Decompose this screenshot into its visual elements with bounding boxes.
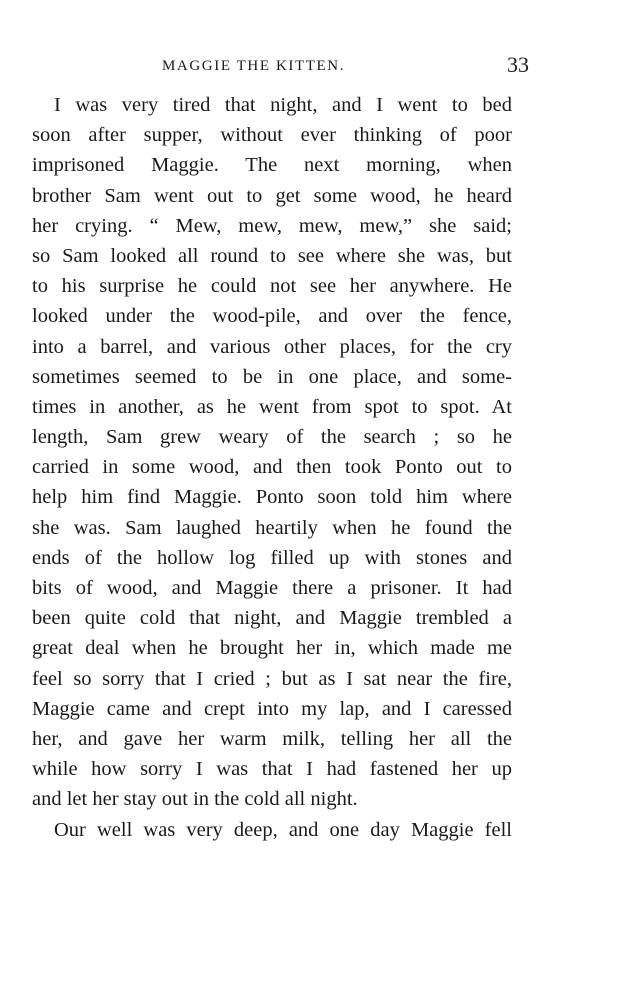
text-line: sometimes seemed to be in one place, and some- [32, 365, 512, 388]
text-line: I was very tired that night, and I went to bed [54, 94, 512, 116]
text-line: soon after supper, without ever thinking of poor [32, 124, 512, 147]
text-line: her crying. “ Mew, mew, mew, mew,” she said; [32, 214, 512, 237]
text-line: looked under the wood-pile, and over the fence, [32, 305, 512, 328]
running-head-title: MAGGIE THE KITTEN. [162, 58, 346, 74]
text-line: feel so sorry that I cried ; but as I sat near the fire, [32, 667, 512, 690]
text-line: bits of wood, and Maggie there a prisoner. It had [32, 577, 512, 599]
text-line: while how sorry I was that I had fastened her up [32, 758, 512, 781]
text-line: she was. Sam laughed heartily when he found the [32, 516, 512, 539]
text-line: to his surprise he could not see her anywhere. He [32, 275, 512, 298]
running-head [32, 52, 529, 82]
text-line: imprisoned Maggie. The next morning, when [32, 154, 512, 177]
text-line: brother Sam went out to get some wood, he heard [32, 184, 512, 207]
text-line: carried in some wood, and then took Ponto out to [32, 456, 512, 479]
text-line: her, and gave her warm milk, telling her all the [32, 727, 512, 750]
text-line: into a barrel, and various other places, for the cry [32, 335, 512, 358]
text-line: ends of the hollow log filled up with stones and [32, 546, 512, 569]
text-line: times in another, as he went from spot to spot. At [32, 395, 512, 418]
text-line: and let her stay out in the cold all night. [32, 788, 358, 811]
body-text [32, 90, 512, 845]
text-line: Our well was very deep, and one day Maggie fell [54, 818, 512, 841]
page-number: 33 [507, 52, 529, 77]
text-line: great deal when he brought her in, which made me [32, 637, 512, 660]
text-line: length, Sam grew weary of the search ; so he [32, 426, 512, 449]
text-line: Maggie came and crept into my lap, and I caressed [32, 697, 512, 720]
text-line: help him find Maggie. Ponto soon told him where [32, 486, 512, 509]
text-line: been quite cold that night, and Maggie trembled a [32, 607, 512, 630]
text-line: so Sam looked all round to see where she was, but [32, 244, 512, 267]
